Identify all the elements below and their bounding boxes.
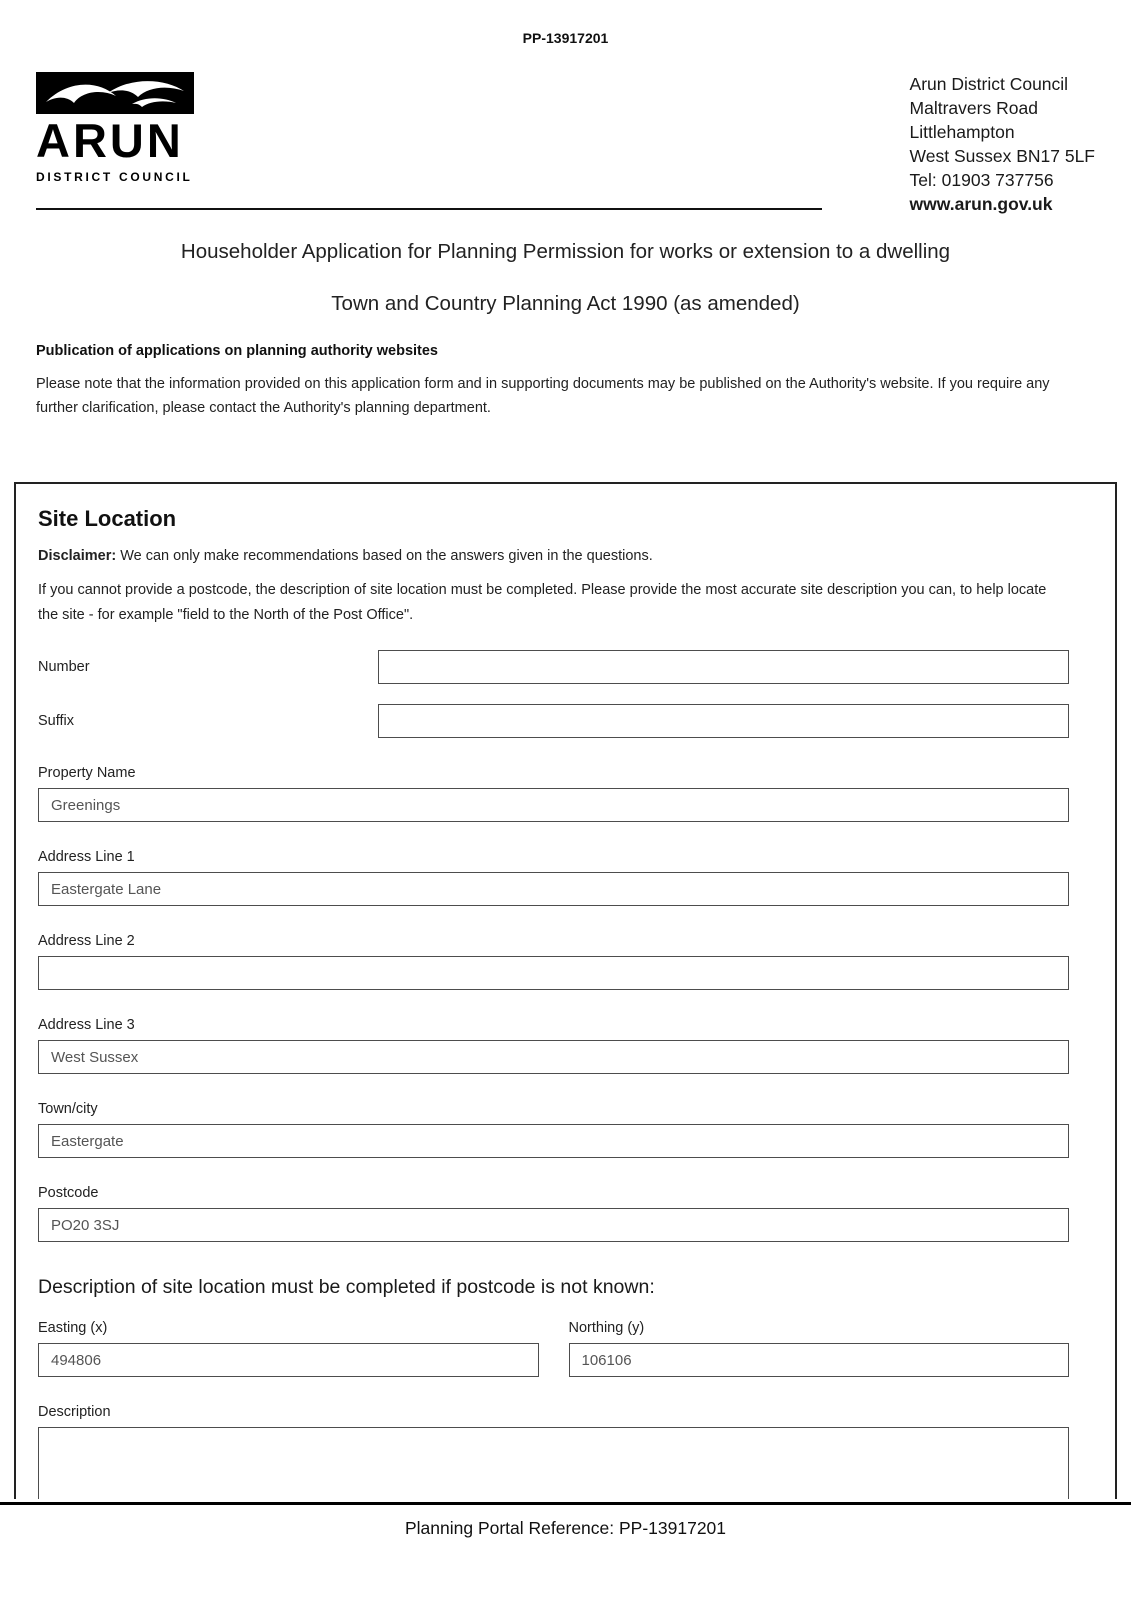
- council-address-line: Maltravers Road: [909, 98, 1038, 118]
- coordinates-row: [38, 1299, 1069, 1377]
- town-city-input[interactable]: [38, 1124, 1069, 1158]
- footer-divider: [0, 1502, 1131, 1505]
- description-label: Description: [38, 1404, 111, 1420]
- address-line-1-input[interactable]: [38, 872, 1069, 906]
- description-textarea[interactable]: [38, 1427, 1069, 1499]
- number-label: Number: [38, 659, 90, 675]
- property-name-label: Property Name: [38, 765, 136, 781]
- publication-heading: Publication of applications on planning authority websites: [36, 343, 438, 359]
- easting-input[interactable]: [38, 1343, 539, 1377]
- suffix-field-row: [38, 704, 1069, 738]
- arun-logo: [36, 72, 194, 184]
- postcode-label: Postcode: [38, 1185, 99, 1201]
- site-location-intro: If you cannot provide a postcode, the description of site location must be completed. Please provide the most accurate site description you can, to help locate the site - for example "field to the North of the Post Office".: [38, 582, 1047, 623]
- postcode-field: [38, 1184, 1069, 1242]
- portal-reference-footer: Planning Portal Reference: PP-13917201: [404, 1518, 727, 1538]
- address-line-3-input[interactable]: [38, 1040, 1069, 1074]
- disclaimer: [38, 548, 1069, 564]
- number-input[interactable]: [378, 650, 1069, 684]
- council-phone: Tel: 01903 737756: [909, 170, 1054, 190]
- arun-logo-subtitle: DISTRICT COUNCIL: [36, 169, 193, 184]
- council-address: [910, 72, 1095, 216]
- site-description-heading: Description of site location must be completed if postcode is not known:: [38, 1276, 655, 1298]
- header-divider: [36, 208, 822, 210]
- council-address-line: Arun District Council: [909, 74, 1069, 94]
- northing-field: [569, 1299, 1070, 1377]
- northing-label: Northing (y): [568, 1320, 645, 1336]
- footer: [0, 1502, 1131, 1539]
- easting-label: Easting (x): [38, 1320, 108, 1336]
- disclaimer-text: We can only make recommendations based on the answers given in the questions.: [120, 548, 653, 564]
- number-field-row: [38, 650, 1069, 684]
- site-location-section: [14, 482, 1117, 1499]
- property-name-input[interactable]: [38, 788, 1069, 822]
- address-line-2-field: [38, 932, 1069, 990]
- address-line-1-label: Address Line 1: [38, 849, 135, 865]
- postcode-input[interactable]: [38, 1208, 1069, 1242]
- disclaimer-label: Disclaimer:: [38, 548, 117, 564]
- easting-field: [38, 1299, 539, 1377]
- address-line-3-field: [38, 1016, 1069, 1074]
- header: [36, 72, 1095, 216]
- council-address-line: Littlehampton: [909, 122, 1015, 142]
- portal-reference-top: PP-13917201: [522, 30, 609, 46]
- northing-input[interactable]: [569, 1343, 1070, 1377]
- town-city-label: Town/city: [38, 1101, 98, 1117]
- form-title: Householder Application for Planning Permission for works or extension to a dwelling: [180, 240, 951, 263]
- suffix-label: Suffix: [38, 713, 75, 729]
- publication-body: Please note that the information provided on this application form and in supporting documents may be published on the Authority's website. If you require any further clarification, please contact the Authority's planning department.: [36, 376, 1050, 416]
- suffix-input[interactable]: [378, 704, 1069, 738]
- description-field: [38, 1403, 1069, 1499]
- address-line-1-field: [38, 848, 1069, 906]
- address-line-2-input[interactable]: [38, 956, 1069, 990]
- address-line-2-label: Address Line 2: [38, 933, 135, 949]
- council-website: www.arun.gov.uk: [909, 194, 1053, 214]
- site-location-heading: Site Location: [38, 506, 177, 531]
- address-line-3-label: Address Line 3: [38, 1017, 135, 1033]
- form-subtitle: Town and Country Planning Act 1990 (as amended): [331, 292, 800, 315]
- council-address-line: West Sussex BN17 5LF: [909, 146, 1095, 166]
- property-name-field: [38, 764, 1069, 822]
- arun-logo-text: ARUN: [36, 114, 184, 167]
- arun-logo-birds-icon: [36, 72, 194, 114]
- town-city-field: [38, 1100, 1069, 1158]
